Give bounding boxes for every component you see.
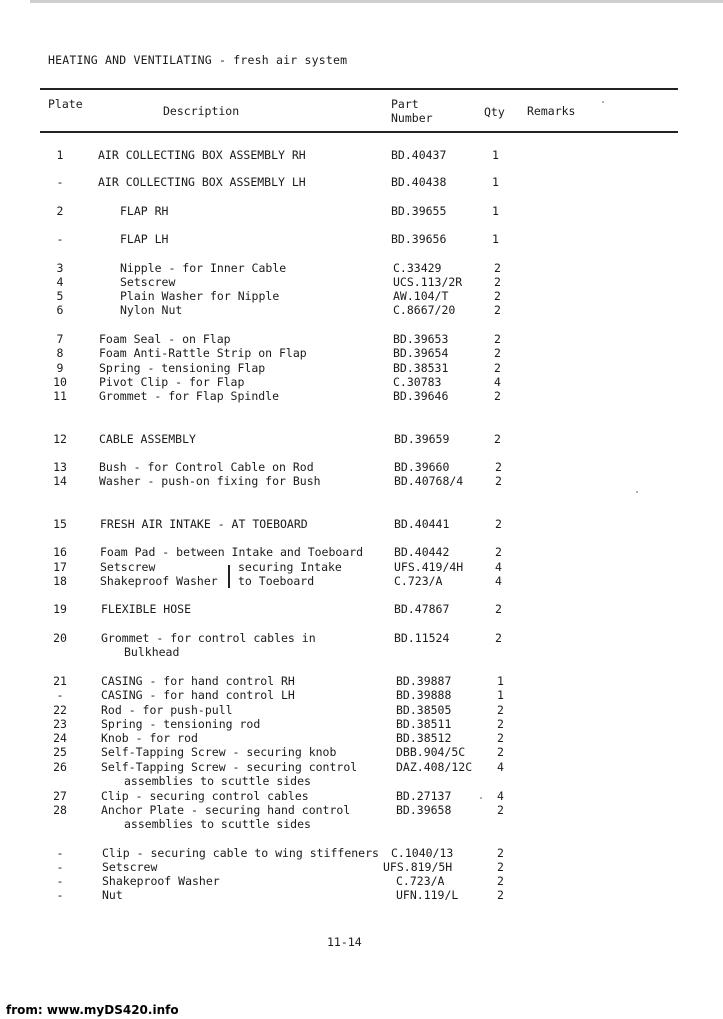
qty-cell: 2 [494, 389, 501, 403]
qty-cell: 2 [494, 346, 501, 360]
part-number-cell: DBB.904/5C [396, 745, 466, 759]
part-number-cell: BD.40437 [391, 148, 447, 162]
plate-cell: 15 [53, 517, 67, 531]
qty-cell: 2 [497, 874, 504, 888]
description-continuation: assemblies to scuttle sides [124, 774, 311, 788]
qty-cell: 2 [497, 703, 504, 717]
part-number-cell: BD.40442 [394, 545, 450, 559]
description-cell: Self-Tapping Screw - securing control [101, 760, 358, 774]
plate-cell: 10 [53, 375, 67, 389]
qty-cell: 2 [494, 332, 501, 346]
plate-cell: 20 [53, 631, 67, 645]
qty-cell: 2 [495, 517, 502, 531]
part-number-cell: BD.27137 [396, 789, 452, 803]
scan-speck [602, 101, 604, 103]
qty-cell: 4 [495, 574, 502, 588]
description-cell: AIR COLLECTING BOX ASSEMBLY RH [98, 148, 306, 162]
plate-cell: 9 [56, 361, 64, 375]
scan-speck [636, 491, 638, 493]
description-cell: CABLE ASSEMBLY [99, 432, 196, 446]
plate-cell: - [56, 175, 64, 189]
col-header-qty: Qty [484, 105, 505, 119]
qty-cell: 2 [495, 602, 502, 616]
part-number-cell: BD.39659 [394, 432, 450, 446]
part-number-cell: UFS.819/5H [383, 860, 453, 874]
qty-cell: 2 [494, 261, 501, 275]
plate-cell: - [56, 688, 64, 702]
plate-cell: 22 [53, 703, 67, 717]
qty-cell: 1 [492, 175, 499, 189]
plate-cell: 19 [53, 602, 67, 616]
header-rule-top [40, 88, 678, 90]
qty-cell: 2 [494, 432, 501, 446]
plate-cell: 4 [56, 275, 64, 289]
plate-cell: 21 [53, 674, 67, 688]
description-cell: FLEXIBLE HOSE [101, 602, 192, 616]
plate-cell: 16 [53, 545, 67, 559]
scan-speck [480, 797, 482, 799]
qty-cell: 4 [497, 789, 504, 803]
scan-top-edge [30, 0, 723, 3]
description-continuation: Bulkhead [124, 645, 180, 659]
part-number-cell: BD.39888 [396, 688, 452, 702]
plate-cell: 1 [56, 148, 64, 162]
plate-cell: 6 [56, 303, 64, 317]
part-number-cell: BD.40768/4 [394, 474, 464, 488]
description-cell: FLAP RH [120, 204, 169, 218]
part-number-cell: C.723/A [394, 574, 443, 588]
plate-cell: 14 [53, 474, 67, 488]
plate-cell: - [56, 846, 64, 860]
qty-cell: 4 [494, 375, 501, 389]
plate-cell: 5 [56, 289, 64, 303]
description-cell: Setscrew [120, 275, 176, 289]
plate-cell: - [56, 860, 64, 874]
part-number-cell: BD.40438 [391, 175, 447, 189]
plate-cell: 18 [53, 574, 67, 588]
plate-cell: 8 [56, 346, 64, 360]
plate-cell: - [56, 888, 64, 902]
description-cell: Foam Pad - between Intake and Toeboard [100, 545, 364, 559]
qty-cell: 2 [494, 289, 501, 303]
plate-cell: 13 [53, 460, 67, 474]
qty-cell: 2 [494, 275, 501, 289]
plate-cell: - [56, 874, 64, 888]
qty-cell: 2 [497, 860, 504, 874]
qty-cell: 1 [492, 204, 499, 218]
part-number-cell: BD.39658 [396, 803, 452, 817]
part-number-cell: BD.38531 [393, 361, 449, 375]
plate-cell: 25 [53, 745, 67, 759]
plate-cell: 23 [53, 717, 67, 731]
description-cell: Self-Tapping Screw - securing knob [101, 745, 337, 759]
qty-cell: 2 [495, 460, 502, 474]
description-cell: Setscrew [100, 560, 156, 574]
part-number-cell: BD.39655 [391, 204, 447, 218]
plate-cell: 17 [53, 560, 67, 574]
description-cell: Clip - securing control cables [101, 789, 309, 803]
qty-cell: 2 [494, 303, 501, 317]
description-secondary-cell: securing Intake [238, 560, 342, 574]
qty-cell: 1 [497, 674, 504, 688]
col-header-plate: Plate [48, 97, 83, 111]
part-number-cell: C.723/A [396, 874, 445, 888]
qty-cell: 4 [497, 760, 504, 774]
qty-cell: 2 [497, 803, 504, 817]
part-number-cell: BD.39887 [396, 674, 452, 688]
description-cell: Nut [102, 888, 123, 902]
description-cell: Pivot Clip - for Flap [99, 375, 245, 389]
col-header-remarks: Remarks [527, 104, 576, 118]
part-number-cell: C.30783 [393, 375, 442, 389]
description-cell: Nipple - for Inner Cable [120, 261, 287, 275]
part-number-cell: BD.39646 [393, 389, 449, 403]
part-number-cell: UFN.119/L [396, 888, 459, 902]
part-number-cell: UFS.419/4H [394, 560, 464, 574]
qty-cell: 1 [492, 232, 499, 246]
description-cell: CASING - for hand control RH [101, 674, 295, 688]
part-number-cell: C.8667/20 [393, 303, 456, 317]
plate-cell: 2 [56, 204, 64, 218]
description-cell: AIR COLLECTING BOX ASSEMBLY LH [98, 175, 306, 189]
qty-cell: 2 [497, 888, 504, 902]
page-number: 11-14 [327, 935, 362, 949]
plate-cell: 24 [53, 731, 67, 745]
col-header-description: Description [163, 104, 240, 118]
description-cell: FLAP LH [120, 232, 169, 246]
header-rule-bottom [40, 131, 678, 133]
plate-cell: 11 [53, 389, 67, 403]
col-header-part-line2: Number [391, 111, 433, 125]
description-cell: Shakeproof Washer [100, 574, 218, 588]
part-number-cell: BD.11524 [394, 631, 450, 645]
part-number-cell: C.1040/13 [391, 846, 454, 860]
description-cell: Shakeproof Washer [102, 874, 220, 888]
description-cell: Anchor Plate - securing hand control [101, 803, 351, 817]
plate-cell: 27 [53, 789, 67, 803]
qty-cell: 2 [497, 731, 504, 745]
description-cell: Knob - for rod [101, 731, 198, 745]
description-cell: CASING - for hand control LH [101, 688, 295, 702]
qty-cell: 1 [497, 688, 504, 702]
part-number-cell: BD.39654 [393, 346, 449, 360]
qty-cell: 1 [492, 148, 499, 162]
description-secondary-cell: to Toeboard [238, 574, 315, 588]
qty-cell: 4 [495, 560, 502, 574]
part-number-cell: UCS.113/2R [393, 275, 463, 289]
description-continuation: assemblies to scuttle sides [124, 817, 311, 831]
part-number-cell: BD.40441 [394, 517, 450, 531]
plate-cell: 3 [56, 261, 64, 275]
description-cell: Washer - push-on fixing for Bush [99, 474, 321, 488]
qty-cell: 2 [494, 361, 501, 375]
qty-cell: 2 [497, 745, 504, 759]
bracket-bar [228, 565, 230, 588]
description-cell: Setscrew [102, 860, 158, 874]
plate-cell: 7 [56, 332, 64, 346]
description-cell: Grommet - for Flap Spindle [99, 389, 280, 403]
description-cell: Plain Washer for Nipple [120, 289, 280, 303]
qty-cell: 2 [497, 717, 504, 731]
qty-cell: 2 [495, 474, 502, 488]
description-cell: Clip - securing cable to wing stiffeners [102, 846, 379, 860]
col-header-part-line1: Part [391, 97, 419, 111]
part-number-cell: BD.38511 [396, 717, 452, 731]
part-number-cell: BD.47867 [394, 602, 450, 616]
part-number-cell: AW.104/T [393, 289, 449, 303]
description-cell: Bush - for Control Cable on Rod [99, 460, 314, 474]
source-footer: from: www.myDS420.info [6, 1003, 179, 1017]
description-cell: Rod - for push-pull [101, 703, 233, 717]
part-number-cell: BD.39656 [391, 232, 447, 246]
qty-cell: 2 [497, 846, 504, 860]
description-cell: Spring - tensioning rod [101, 717, 261, 731]
part-number-cell: BD.38505 [396, 703, 452, 717]
description-cell: FRESH AIR INTAKE - AT TOEBOARD [100, 517, 308, 531]
part-number-cell: BD.39660 [394, 460, 450, 474]
description-cell: Foam Seal - on Flap [99, 332, 231, 346]
plate-cell: - [56, 232, 64, 246]
qty-cell: 2 [495, 631, 502, 645]
plate-cell: 26 [53, 760, 67, 774]
page-title: HEATING AND VENTILATING - fresh air system [48, 53, 348, 67]
plate-cell: 12 [53, 432, 67, 446]
description-cell: Grommet - for control cables in [101, 631, 316, 645]
description-cell: Spring - tensioning Flap [99, 361, 266, 375]
description-cell: Foam Anti-Rattle Strip on Flap [99, 346, 307, 360]
qty-cell: 2 [495, 545, 502, 559]
part-number-cell: BD.38512 [396, 731, 452, 745]
plate-cell: 28 [53, 803, 67, 817]
description-cell: Nylon Nut [120, 303, 183, 317]
part-number-cell: DAZ.408/12C [396, 760, 473, 774]
part-number-cell: BD.39653 [393, 332, 449, 346]
part-number-cell: C.33429 [393, 261, 442, 275]
